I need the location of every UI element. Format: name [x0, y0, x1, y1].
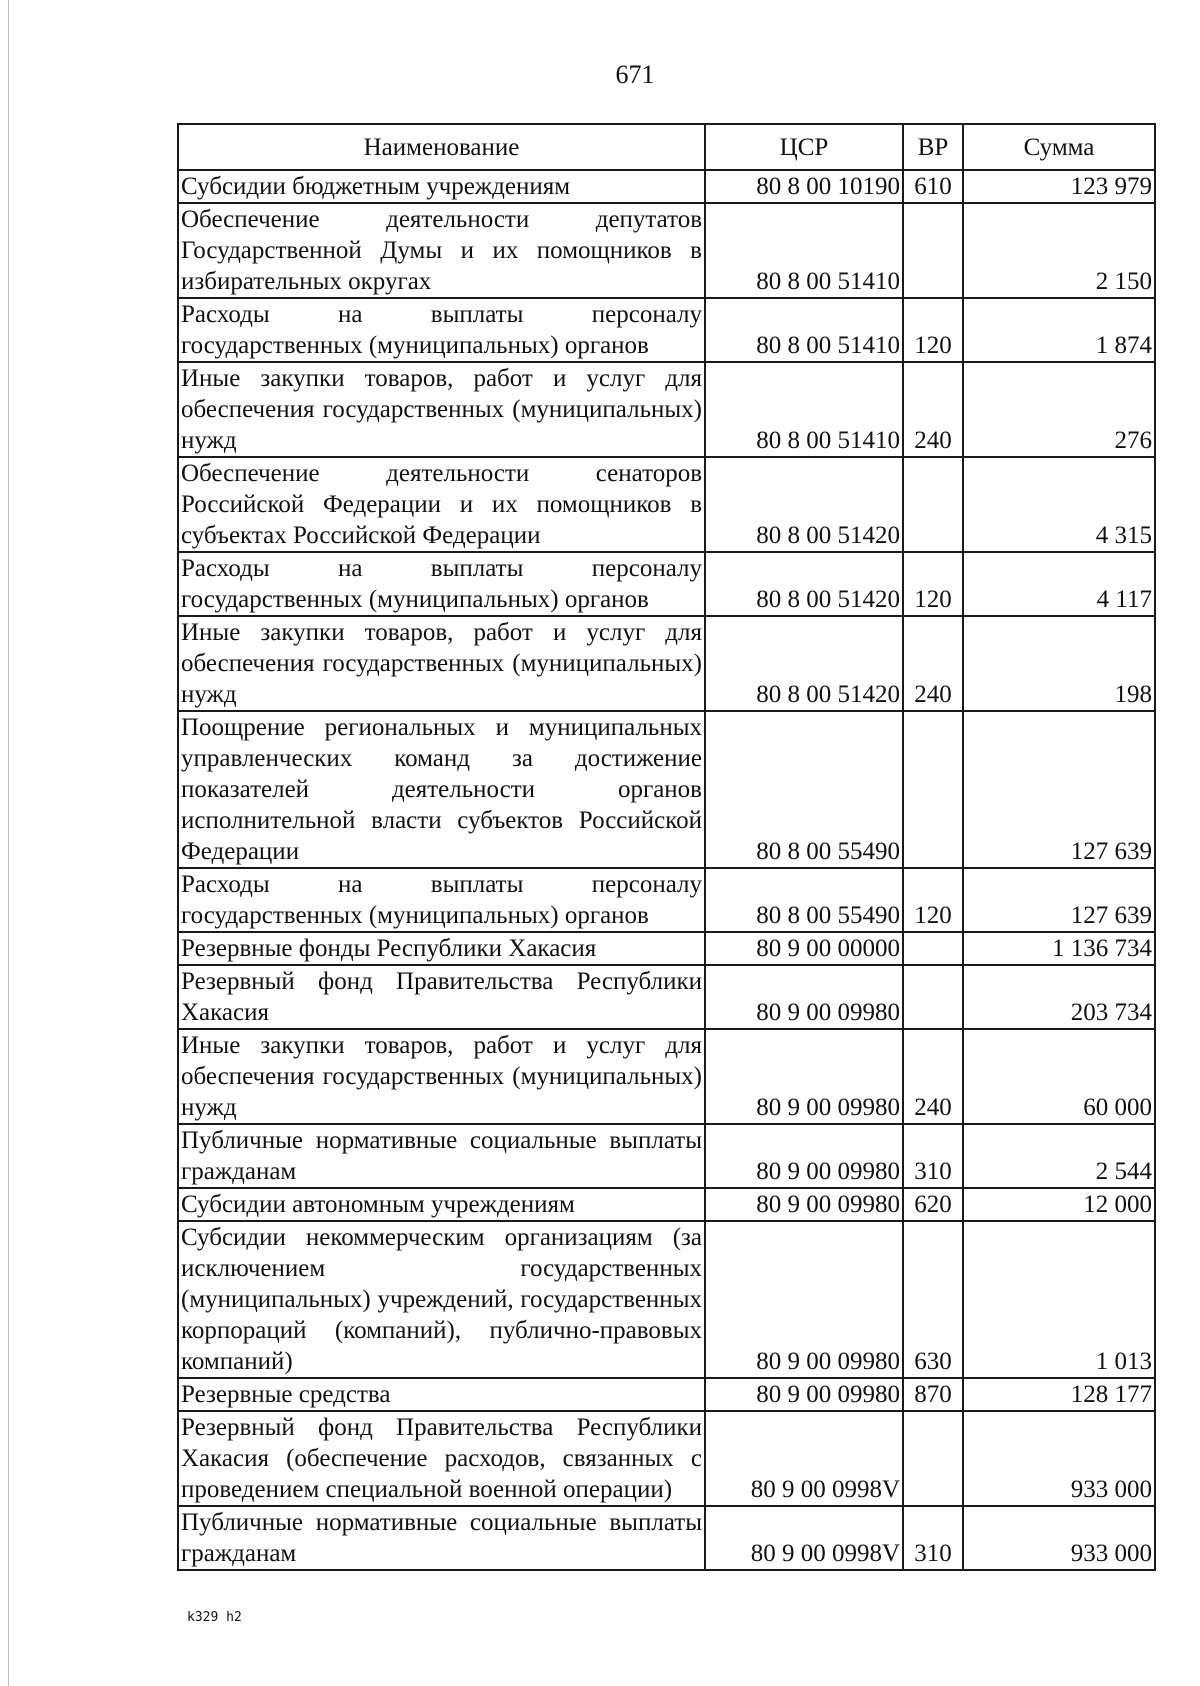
vr-cell	[903, 711, 963, 868]
name-cell: Иные закупки товаров, работ и услуг для обеспечения государственных (муниципальных) нужд	[178, 1029, 705, 1124]
vr-cell: 610	[903, 170, 963, 203]
name-cell: Иные закупки товаров, работ и услуг для обеспечения государственных (муниципальных) нужд	[178, 616, 705, 711]
table-row	[178, 868, 1155, 932]
table-row	[178, 170, 1155, 203]
table-row	[178, 1506, 1155, 1570]
sum-cell: 127 639	[963, 711, 1155, 868]
vr-cell	[903, 932, 963, 965]
vr-cell	[903, 1411, 963, 1506]
vr-cell: 240	[903, 616, 963, 711]
csr-cell: 80 9 00 00000	[705, 932, 903, 965]
table-row	[178, 203, 1155, 298]
name-cell: Расходы на выплаты персоналу государственных (муниципальных) органов	[178, 868, 705, 932]
table-row	[178, 298, 1155, 362]
csr-cell: 80 8 00 10190	[705, 170, 903, 203]
name-cell: Резервные фонды Республики Хакасия	[178, 932, 705, 965]
name-cell: Публичные нормативные социальные выплаты гражданам	[178, 1124, 705, 1188]
name-cell: Субсидии автономным учреждениям	[178, 1188, 705, 1221]
sum-cell: 203 734	[963, 965, 1155, 1029]
sum-cell: 2 544	[963, 1124, 1155, 1188]
table-row	[178, 552, 1155, 616]
name-cell: Субсидии некоммерческим организациям (за исключением государственных (муниципальных) учреждений, государственных корпораций (компаний), публично-правовых компаний)	[178, 1221, 705, 1378]
name-cell: Резервный фонд Правительства Республики Хакасия (обеспечение расходов, связанных с проведением специальной военной операции)	[178, 1411, 705, 1506]
vr-cell: 240	[903, 1029, 963, 1124]
sum-cell: 1 013	[963, 1221, 1155, 1378]
csr-cell: 80 8 00 51410	[705, 362, 903, 457]
vr-cell: 240	[903, 362, 963, 457]
sum-cell: 127 639	[963, 868, 1155, 932]
name-cell: Расходы на выплаты персоналу государственных (муниципальных) органов	[178, 298, 705, 362]
sum-cell: 933 000	[963, 1411, 1155, 1506]
table-row	[178, 1221, 1155, 1378]
csr-cell: 80 9 00 09980	[705, 1029, 903, 1124]
sum-cell: 60 000	[963, 1029, 1155, 1124]
name-cell: Иные закупки товаров, работ и услуг для обеспечения государственных (муниципальных) нужд	[178, 362, 705, 457]
csr-cell: 80 9 00 09980	[705, 1221, 903, 1378]
name-cell: Расходы на выплаты персоналу государственных (муниципальных) органов	[178, 552, 705, 616]
header-csr: ЦСР	[705, 124, 903, 170]
table-row	[178, 965, 1155, 1029]
name-cell: Публичные нормативные социальные выплаты гражданам	[178, 1506, 705, 1570]
csr-cell: 80 8 00 55490	[705, 711, 903, 868]
name-cell: Поощрение региональных и муниципальных управленческих команд за достижение показателей деятельности органов исполнительной власти субъектов Российской Федерации	[178, 711, 705, 868]
csr-cell: 80 8 00 55490	[705, 868, 903, 932]
vr-cell	[903, 457, 963, 552]
csr-cell: 80 8 00 51420	[705, 457, 903, 552]
table-row	[178, 1029, 1155, 1124]
header-vr: ВР	[903, 124, 963, 170]
vr-cell: 870	[903, 1378, 963, 1411]
footer-code: k329 h2	[187, 1610, 242, 1625]
name-cell: Субсидии бюджетным учреждениям	[178, 170, 705, 203]
header-name: Наименование	[178, 124, 705, 170]
sum-cell: 2 150	[963, 203, 1155, 298]
table-header-row	[178, 124, 1155, 170]
sum-cell: 128 177	[963, 1378, 1155, 1411]
sum-cell: 4 117	[963, 552, 1155, 616]
csr-cell: 80 9 00 09980	[705, 1378, 903, 1411]
page-edge-line	[8, 0, 9, 1686]
table-row	[178, 457, 1155, 552]
csr-cell: 80 9 00 0998V	[705, 1506, 903, 1570]
vr-cell: 620	[903, 1188, 963, 1221]
vr-cell: 120	[903, 552, 963, 616]
csr-cell: 80 9 00 0998V	[705, 1411, 903, 1506]
table-row	[178, 616, 1155, 711]
name-cell: Обеспечение деятельности депутатов Государственной Думы и их помощников в избирательных округах	[178, 203, 705, 298]
sum-cell: 4 315	[963, 457, 1155, 552]
table-row	[178, 1411, 1155, 1506]
name-cell: Резервный фонд Правительства Республики Хакасия	[178, 965, 705, 1029]
csr-cell: 80 9 00 09980	[705, 1124, 903, 1188]
vr-cell: 120	[903, 298, 963, 362]
budget-table	[177, 123, 1156, 1571]
table-row	[178, 711, 1155, 868]
name-cell: Обеспечение деятельности сенаторов Российской Федерации и их помощников в субъектах Российской Федерации	[178, 457, 705, 552]
vr-cell: 120	[903, 868, 963, 932]
vr-cell	[903, 965, 963, 1029]
vr-cell	[903, 203, 963, 298]
csr-cell: 80 9 00 09980	[705, 965, 903, 1029]
table-row	[178, 1124, 1155, 1188]
sum-cell: 123 979	[963, 170, 1155, 203]
sum-cell: 12 000	[963, 1188, 1155, 1221]
csr-cell: 80 8 00 51420	[705, 616, 903, 711]
header-sum: Сумма	[963, 124, 1155, 170]
vr-cell: 310	[903, 1124, 963, 1188]
page-number: 671	[615, 60, 655, 89]
csr-cell: 80 9 00 09980	[705, 1188, 903, 1221]
sum-cell: 1 874	[963, 298, 1155, 362]
table-row	[178, 932, 1155, 965]
sum-cell: 276	[963, 362, 1155, 457]
vr-cell: 630	[903, 1221, 963, 1378]
csr-cell: 80 8 00 51410	[705, 203, 903, 298]
table-row	[178, 1378, 1155, 1411]
sum-cell: 933 000	[963, 1506, 1155, 1570]
sum-cell: 1 136 734	[963, 932, 1155, 965]
csr-cell: 80 8 00 51420	[705, 552, 903, 616]
csr-cell: 80 8 00 51410	[705, 298, 903, 362]
vr-cell: 310	[903, 1506, 963, 1570]
table-row	[178, 362, 1155, 457]
table-row	[178, 1188, 1155, 1221]
sum-cell: 198	[963, 616, 1155, 711]
name-cell: Резервные средства	[178, 1378, 705, 1411]
